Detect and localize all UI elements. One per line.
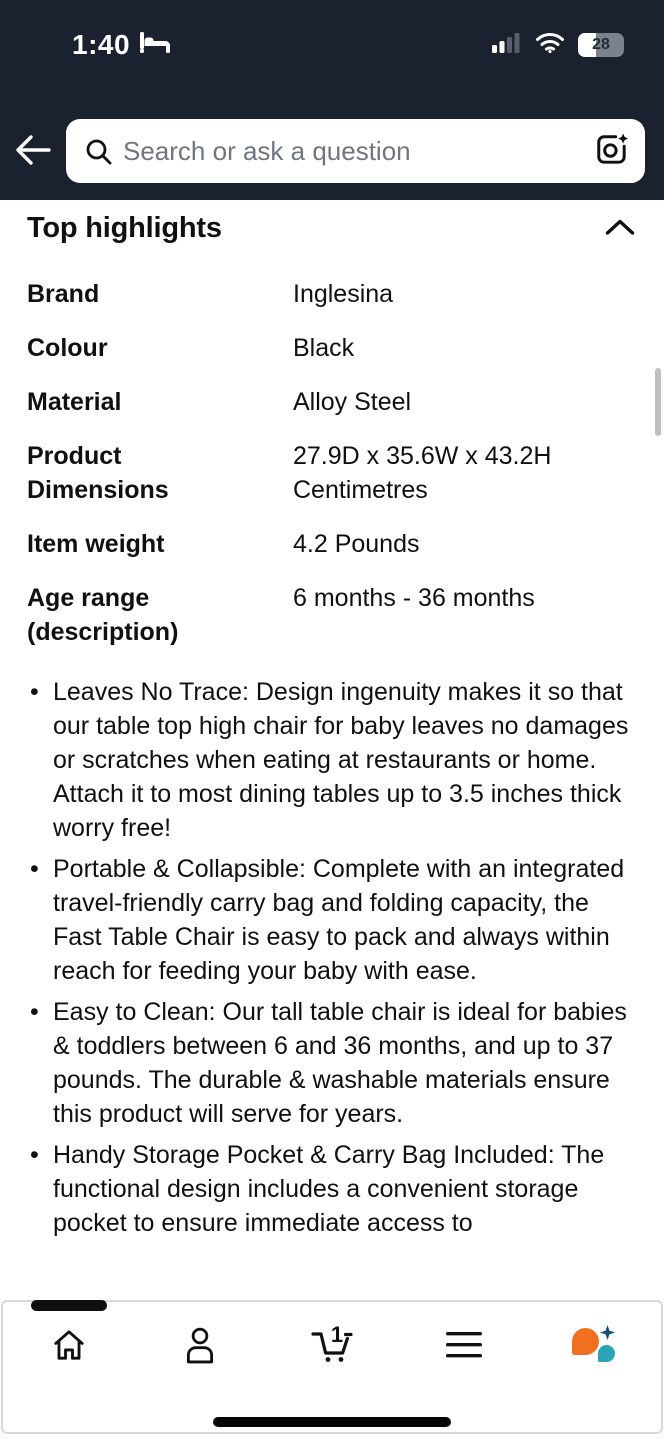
back-button[interactable] [0,134,66,169]
nav-items [3,1321,661,1368]
table-row [27,439,634,507]
list-item [27,852,637,988]
cart-icon [309,1321,355,1368]
battery-percent: 28 [592,36,610,53]
collapse-section-button[interactable] [603,215,637,243]
status-left [72,29,170,61]
table-row [27,527,634,561]
table-row [27,581,634,649]
status-right [492,32,616,59]
cellular-signal-icon [492,32,522,58]
status-bar [0,27,664,63]
nav-rufus-button[interactable] [529,1324,661,1368]
chevron-up-icon [605,219,635,239]
bullet-text: Easy to Clean: Our tall table chair is ideal for babies & toddlers between 6 and 36 months, and up to 37 pounds. The durable & washable materials ensure this product will serve for years. [53,998,627,1128]
bullet-marker: • [30,1141,39,1169]
table-row [27,385,634,419]
bullet-text: Handy Storage Pocket & Carry Bag Included: The functional design includes a convenient storage pocket to ensure immediate access to [53,1141,605,1237]
profile-icon [182,1326,218,1367]
rufus-assistant-icon [572,1325,618,1367]
list-item [27,1138,637,1240]
nav-menu-button[interactable] [398,1324,530,1368]
list-item [27,675,637,845]
attr-value: Black [293,334,355,362]
home-icon [50,1327,88,1366]
table-row [27,277,634,311]
bed-icon [140,32,170,58]
active-tab-indicator [31,1300,107,1311]
attr-value: Alloy Steel [293,388,412,416]
home-indicator[interactable] [213,1417,451,1427]
back-arrow-icon [14,134,52,169]
scrollbar[interactable] [655,368,661,436]
camera-lens-button[interactable] [594,132,630,171]
bullet-marker: • [30,998,39,1026]
attr-label: Product Dimensions [27,442,169,504]
battery-icon [578,33,616,57]
clock-time: 1:40 [72,29,131,60]
bullet-marker: • [30,678,39,706]
nav-home-button[interactable] [3,1324,135,1368]
search-box[interactable] [66,119,645,183]
search-icon [85,138,112,165]
section-title: Top highlights [27,212,222,244]
app-header [0,0,664,200]
list-item [27,995,637,1131]
nav-cart-button[interactable] [266,1321,398,1368]
attr-value: 6 months - 36 months [293,584,535,612]
attr-label: Material [27,388,122,416]
search-input[interactable] [123,136,594,167]
menu-icon [445,1331,483,1362]
table-row [27,331,634,365]
camera-lens-icon [594,132,630,171]
wifi-icon [535,32,565,59]
attr-label: Age range (description) [27,584,179,646]
bullet-marker: • [30,855,39,883]
bottom-nav [1,1300,663,1434]
bullet-text: Leaves No Trace: Design ingenuity makes it so that our table top high chair for baby leaves no damages or scratches when eating at restaurants or home. Attach it to most dining tables up to 3.5 inches thick worry free! [53,678,629,842]
bullet-text: Portable & Collapsible: Complete with an integrated travel-friendly carry bag and folding capacity, the Fast Table Chair is easy to pack and always within reach for feeding your baby with ease. [53,855,625,985]
attr-label: Item weight [27,530,165,558]
search-row [0,119,664,183]
attr-label: Colour [27,334,108,362]
feature-bullet-list [27,675,637,1397]
section-header [0,200,664,245]
nav-profile-button[interactable] [135,1324,267,1368]
attr-label: Brand [27,280,100,308]
attr-value: 4.2 Pounds [293,530,420,558]
attr-value: Inglesina [293,280,394,308]
attr-value: 27.9D x 35.6W x 43.2H Centimetres [293,442,552,504]
cart-count-badge: 1 [330,1321,344,1347]
attributes-table [0,277,664,649]
